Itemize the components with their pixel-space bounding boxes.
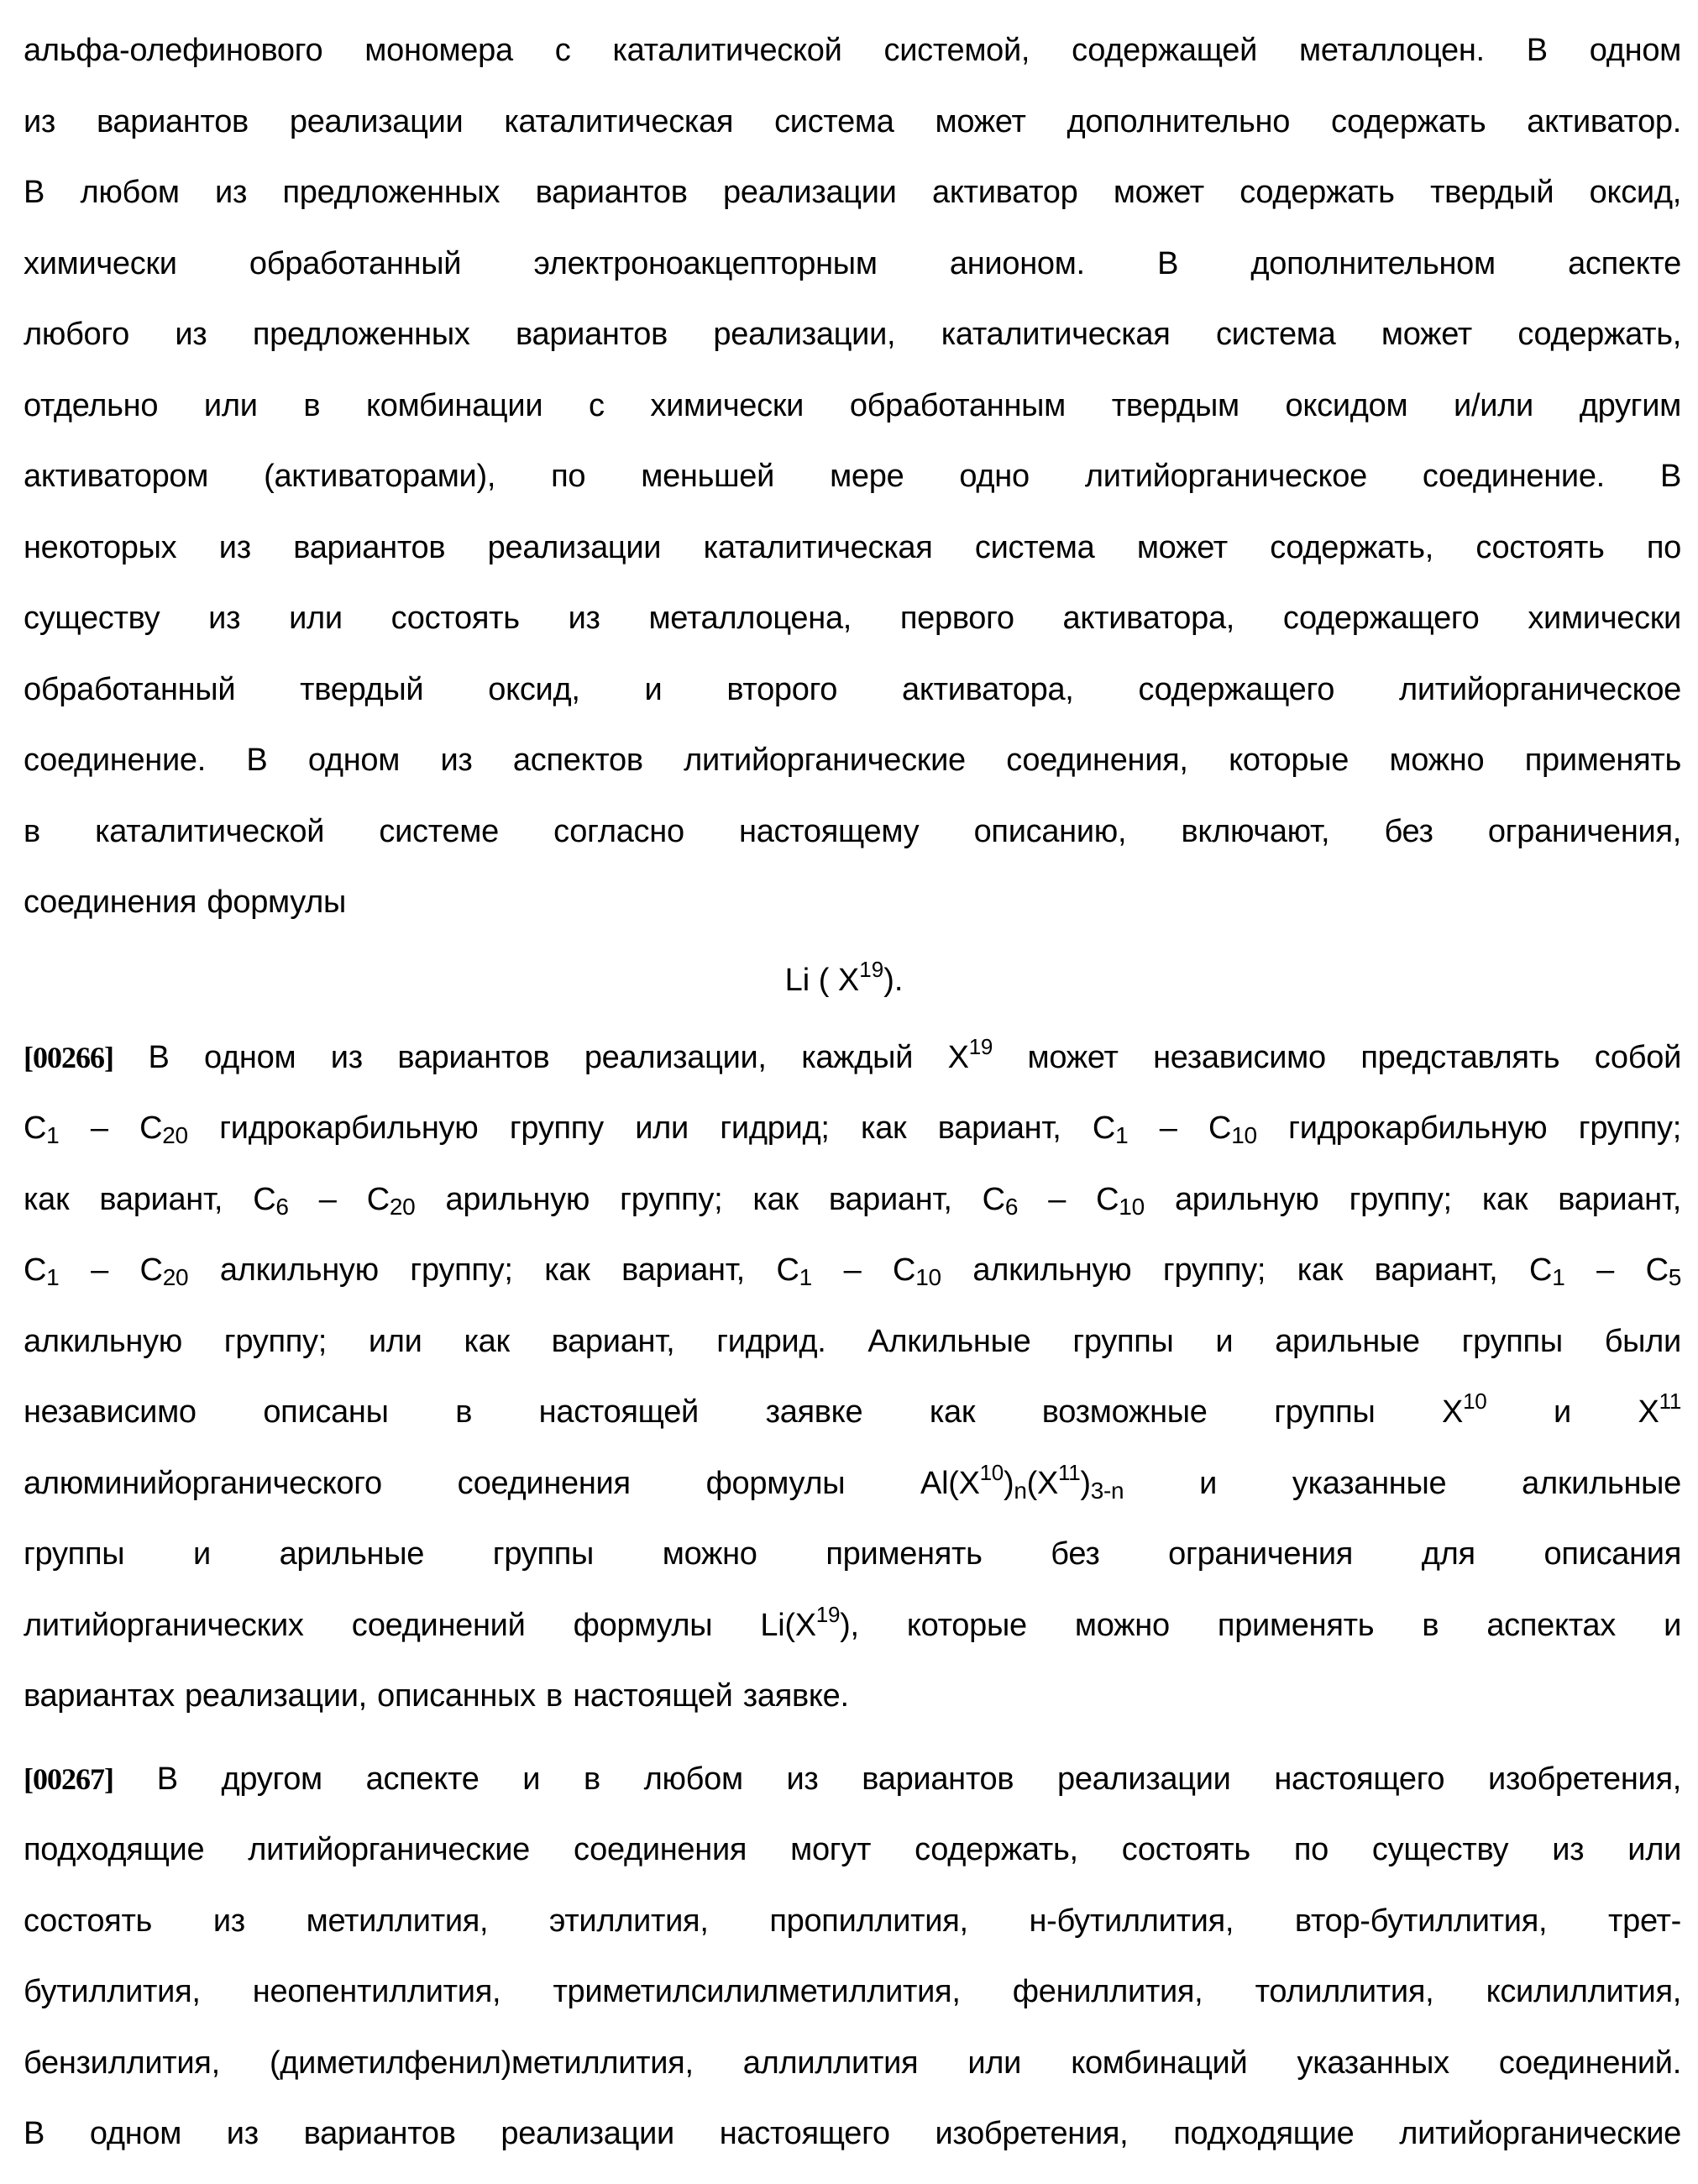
text-span: может независимо представлять собой <box>993 1039 1681 1075</box>
text-line: бутиллития, неопентиллития, триметилсилилметиллития, фениллития, толиллития, ксилиллития, <box>24 1974 1681 2009</box>
subscript: n <box>1014 1477 1027 1504</box>
subscript: 20 <box>389 1193 416 1220</box>
text-span: алюминийорганического соединения формулы Al(X <box>24 1465 980 1501</box>
text-line: существу из или состоять из металлоцена, первого активатора, содержащего химически <box>24 601 1681 636</box>
text-span: – C <box>1128 1110 1232 1146</box>
superscript: 10 <box>1463 1389 1487 1414</box>
subscript: 1 <box>1552 1264 1565 1290</box>
text-span: – C <box>59 1110 163 1146</box>
subscript: 1 <box>799 1264 812 1290</box>
text-line: соединение. В одном из аспектов литийорганические соединения, которые можно применять <box>24 743 1681 778</box>
subscript: 20 <box>162 1122 188 1148</box>
text-line <box>24 1590 1681 1662</box>
text-span: ), которые можно применять в аспектах и <box>840 1607 1681 1643</box>
superscript: 10 <box>979 1459 1004 1485</box>
text-line: бензиллития, (диметилфенил)метиллития, аллиллития или комбинаций указанных соединений. <box>24 2045 1681 2081</box>
text-line <box>24 1164 1681 1236</box>
text-span: и указанные алкильные <box>1124 1465 1681 1501</box>
text-span: гидрокарбильную группу или гидрид; как вариант, C <box>187 1110 1116 1146</box>
text-line: В любом из предложенных вариантов реализации активатор может содержать твердый оксид, <box>24 175 1681 210</box>
formula-superscript: 19 <box>859 956 884 982</box>
text-line: алкильную группу; или как вариант, гидрид. Алкильные группы и арильные группы были <box>24 1323 1681 1359</box>
formula-base: Li ( X <box>784 962 860 998</box>
subscript: 1 <box>1115 1122 1129 1148</box>
text-span: – C <box>288 1181 390 1217</box>
text-line: соединения формулы <box>24 885 347 920</box>
formula-tail: ). <box>883 962 904 998</box>
subscript: 6 <box>1004 1193 1019 1220</box>
text-line <box>24 1744 1681 1815</box>
text-line: активатором (активаторами), по меньшей мере одно литийорганическое соединение. В <box>24 459 1681 494</box>
subscript: 3-n <box>1090 1477 1124 1504</box>
subscript: 1 <box>46 1122 60 1148</box>
text-span: алкильную группу; как вариант, C <box>188 1252 799 1288</box>
subscript: 20 <box>162 1264 189 1290</box>
text-line: подходящие литийорганические соединения могут содержать, состоять по существу из или <box>24 1832 1681 1867</box>
subscript: 10 <box>1231 1122 1257 1148</box>
text-span: (X <box>1026 1465 1058 1501</box>
text-span: литийорганических соединений формулы Li(X <box>24 1607 816 1643</box>
subscript: 10 <box>1119 1193 1145 1220</box>
text-line <box>24 1377 1681 1448</box>
text-span: независимо описаны в настоящей заявке как возможные группы X <box>24 1394 1464 1430</box>
text-line: В одном из вариантов реализации настоящего изобретения, подходящие литийорганические <box>24 2116 1681 2151</box>
text-span: арильную группу; как вариант, <box>1144 1181 1682 1217</box>
text-span: гидрокарбильную группу; <box>1256 1110 1681 1146</box>
paragraph-gap <box>24 1732 1681 1744</box>
text-span: В одном из вариантов реализации, каждый X <box>113 1039 969 1075</box>
text-line: обработанный твердый оксид, и второго активатора, содержащего литийорганическое <box>24 671 1681 707</box>
text-line <box>24 1448 1681 1520</box>
text-line <box>24 1022 1681 1094</box>
paragraph-00267 <box>24 1744 1681 2170</box>
paragraph-number: [00266] <box>24 1040 113 1074</box>
text-line: отдельно или в комбинации с химически обработанным твердым оксидом и/или другим <box>24 387 1681 423</box>
text-line: в каталитической системе согласно настоящему описанию, включают, без ограничения, <box>24 813 1681 849</box>
text-line: группы и арильные группы можно применять без ограничения для описания <box>24 1536 1681 1572</box>
paragraph-number: [00267] <box>24 1761 113 1796</box>
superscript: 19 <box>968 1033 993 1059</box>
superscript: 11 <box>1058 1459 1081 1485</box>
text-span: – C <box>1018 1181 1119 1217</box>
text-span: арильную группу; как вариант, C <box>415 1181 1005 1217</box>
text-span: ) <box>1080 1465 1091 1501</box>
subscript: 5 <box>1668 1264 1681 1290</box>
superscript: 19 <box>815 1601 841 1627</box>
paragraph-intro <box>24 15 1681 938</box>
subscript: 10 <box>915 1264 941 1290</box>
text-span: – C <box>811 1252 916 1288</box>
text-span: и X <box>1486 1394 1659 1430</box>
text-line <box>24 1093 1681 1164</box>
text-span: ) <box>1003 1465 1014 1501</box>
text-span: C <box>24 1252 47 1288</box>
text-span: C <box>24 1110 47 1146</box>
text-span: алкильную группу; как вариант, C <box>941 1252 1553 1288</box>
text-span: как вариант, C <box>24 1181 276 1217</box>
subscript: 6 <box>275 1193 289 1220</box>
formula-li-x19 <box>24 938 1681 1022</box>
text-line: состоять из метиллития, этиллития, пропиллития, н-бутиллития, втор-бутиллития, трет- <box>24 1903 1681 1939</box>
text-line: альфа-олефинового мономера с каталитической системой, содержащей металлоцен. В одном <box>24 33 1681 68</box>
text-line: вариантах реализации, описанных в настоящей заявке. <box>24 1678 849 1714</box>
text-line <box>24 1235 1681 1306</box>
superscript: 11 <box>1659 1389 1681 1414</box>
text-span: – C <box>59 1252 163 1288</box>
text-line: любого из предложенных вариантов реализации, каталитическая система может содержать, <box>24 317 1681 352</box>
text-line: некоторых из вариантов реализации каталитическая система может содержать, состоять по <box>24 529 1681 565</box>
text-line: химически обработанный электроноакцепторным анионом. В дополнительном аспекте <box>24 245 1681 281</box>
text-line: из вариантов реализации каталитическая система может дополнительно содержать активатор. <box>24 103 1681 139</box>
subscript: 1 <box>46 1264 60 1290</box>
text-span: В другом аспекте и в любом из вариантов реализации настоящего изобретения, <box>113 1761 1681 1797</box>
text-span: – C <box>1564 1252 1669 1288</box>
paragraph-00266 <box>24 1022 1681 1732</box>
